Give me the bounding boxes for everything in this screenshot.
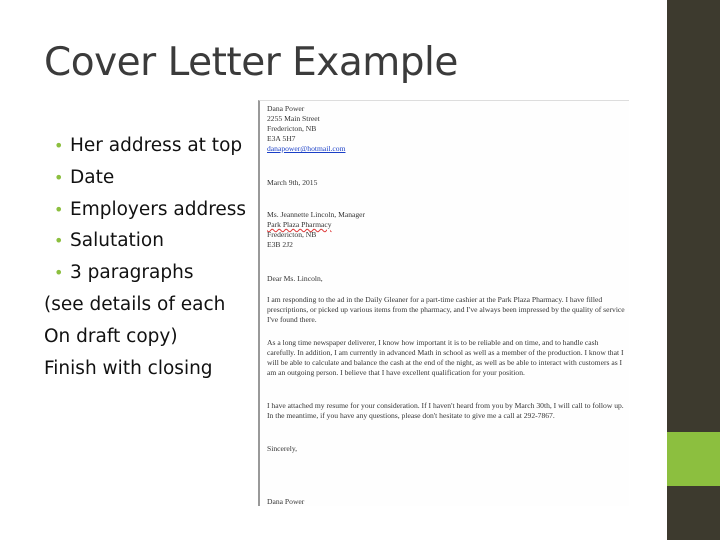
bullet-dot-icon: • <box>54 263 64 283</box>
note-line: Finish with closing <box>44 357 213 379</box>
letter-closing: Sincerely, <box>267 444 298 453</box>
letter-signature: Dana Power <box>267 497 305 506</box>
letter-paragraph: I am responding to the ad in the Daily Gleaner for a part-time cashier at the Park Plaza Pharmacy. I have filled prescriptions, or picked up various items from the pharmacy, and I've always been impressed by the quality of service I've found there. <box>267 295 625 324</box>
bullet-item: • 3 paragraphs <box>44 257 259 289</box>
recipient-address: Ms. Jeannette Lincoln, Manager Park Plaza Pharmacy Fredericton, NB E3B 2J2 <box>267 210 366 249</box>
bullet-item: • Employers address <box>44 194 259 226</box>
letter-paragraph: As a long time newspaper deliverer, I know how important it is to be reliable and on time, and to handle cash carefully. In addition, I am currently in advanced Math in school as well as a member of the production. I know that I will be able to calculate and balance the cash at the end of the night, as well as be able to interact with customers as I am an outgoing person. I believe that I have excellent qualification for your position. <box>267 338 624 377</box>
letter-paragraph: I have attached my resume for your consideration. If I haven't heard from you by March 30th, I will call to follow up. In the meantime, if you have any questions, please don't hesitate to give me a call at 292-7867. <box>267 401 624 420</box>
letter-salutation: Dear Ms. Lincoln, <box>267 274 323 283</box>
bullet-dot-icon: • <box>54 136 64 155</box>
bullet-item: • Salutation <box>44 225 259 257</box>
bullet-dot-icon: • <box>54 199 64 219</box>
bullet-dot-icon: • <box>54 231 64 251</box>
slide-accent-block <box>667 432 720 486</box>
slide-title: Cover Letter Example <box>44 40 458 85</box>
note-line: On draft copy) <box>44 325 178 347</box>
sender-address: Dana Power 2255 Main Street Fredericton, NB E3A 5H7 danapower@hotmail.com <box>267 104 625 154</box>
cover-letter-image <box>258 100 629 506</box>
note-line: (see details of each <box>44 293 226 315</box>
bullet-list <box>44 130 259 384</box>
bullet-dot-icon: • <box>54 167 64 187</box>
bullet-item: • Date <box>44 162 259 194</box>
letter-date: March 9th, 2015 <box>267 178 318 187</box>
sender-email: danapower@hotmail.com <box>267 144 346 153</box>
bullet-item: • Her address at top <box>44 130 259 162</box>
